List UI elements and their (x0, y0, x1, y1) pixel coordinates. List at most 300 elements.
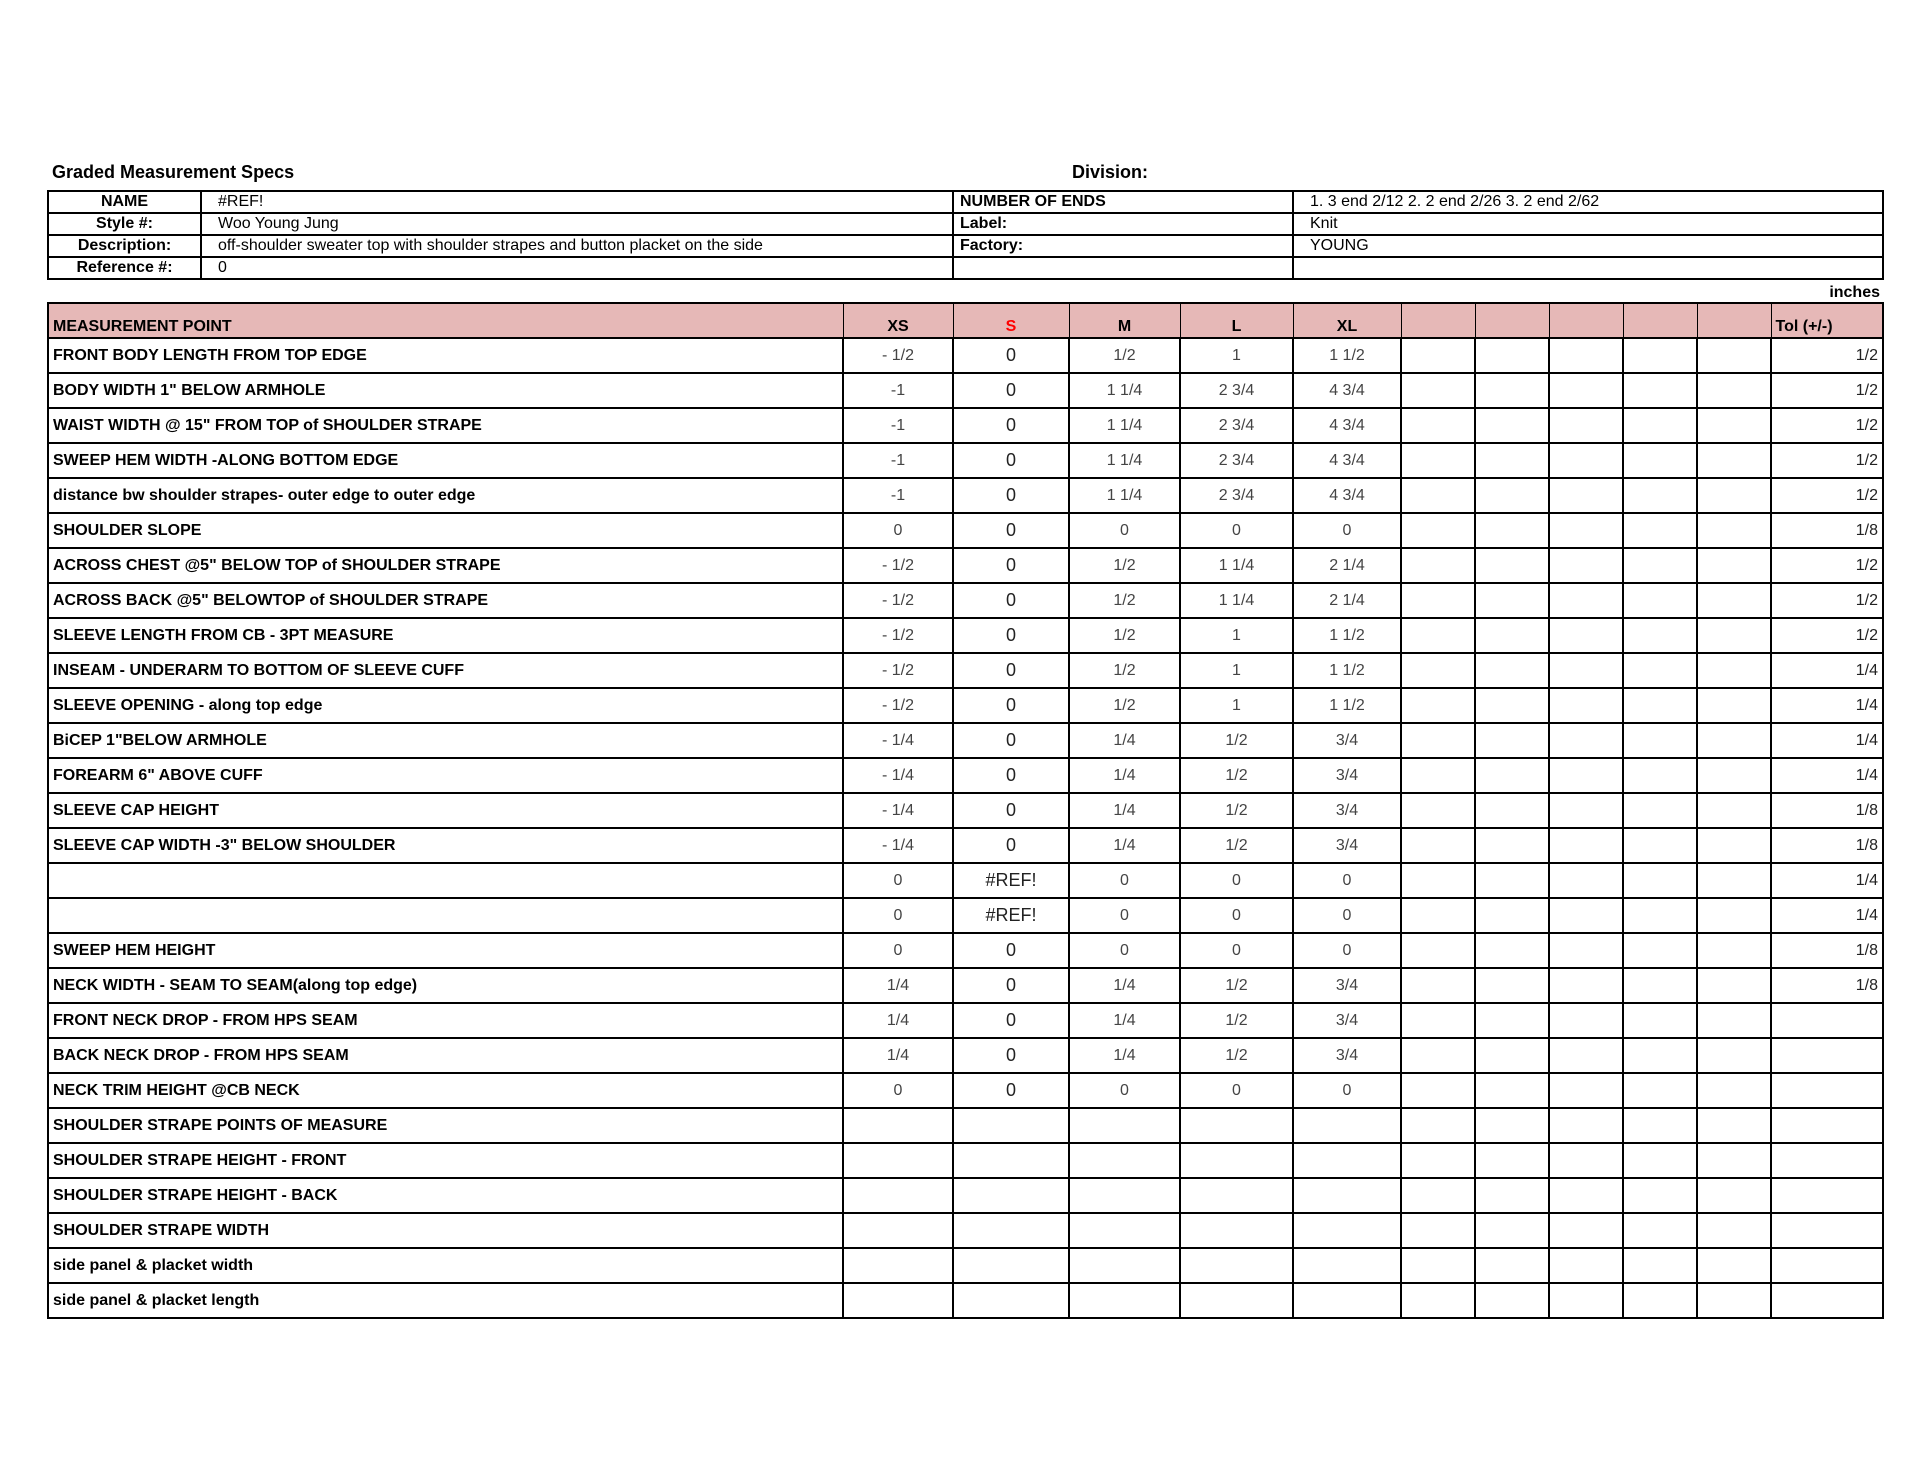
tolerance-cell: 1/2 (1771, 408, 1883, 443)
size-m-cell: 1/2 (1069, 583, 1180, 618)
measurement-point-cell (48, 863, 843, 898)
size-s-cell: 0 (953, 478, 1069, 513)
empty-cell (1549, 373, 1623, 408)
size-s-cell: 0 (953, 688, 1069, 723)
empty-cell (1623, 1003, 1697, 1038)
empty-cell (1475, 1108, 1549, 1143)
units-label: inches (1829, 284, 1880, 301)
size-m-cell: 0 (1069, 933, 1180, 968)
info-row (48, 235, 1883, 257)
empty-cell (1697, 1038, 1771, 1073)
empty-cell (1697, 933, 1771, 968)
size-xs-cell (843, 1178, 953, 1213)
size-xs-cell (843, 1283, 953, 1318)
size-m-cell (1069, 1143, 1180, 1178)
header-empty (1623, 303, 1697, 338)
measurement-point-cell: distance bw shoulder strapes- outer edge to outer edge (48, 478, 843, 513)
empty-cell (1697, 618, 1771, 653)
table-row (48, 863, 1883, 898)
tolerance-cell: 1/8 (1771, 933, 1883, 968)
measurement-point-cell: ACROSS CHEST @5" BELOW TOP of SHOULDER STRAPE (48, 548, 843, 583)
empty-cell (1401, 1073, 1475, 1108)
size-m-cell (1069, 1248, 1180, 1283)
empty-cell (1401, 1038, 1475, 1073)
empty-cell (1475, 688, 1549, 723)
tolerance-cell: 1/2 (1771, 548, 1883, 583)
size-s-cell: 0 (953, 793, 1069, 828)
empty-cell (1549, 583, 1623, 618)
empty-cell (1623, 443, 1697, 478)
empty-cell (1475, 758, 1549, 793)
table-row (48, 548, 1883, 583)
measurement-point-cell: SHOULDER STRAPE HEIGHT - BACK (48, 1178, 843, 1213)
table-row (48, 968, 1883, 1003)
tolerance-cell: 1/4 (1771, 688, 1883, 723)
empty-cell (1475, 513, 1549, 548)
info-row (48, 191, 1883, 213)
size-l-cell: 1 (1180, 618, 1293, 653)
size-m-cell: 1 1/4 (1069, 443, 1180, 478)
empty-cell (1623, 1038, 1697, 1073)
measurement-point-cell: SLEEVE CAP HEIGHT (48, 793, 843, 828)
measurement-point-cell: side panel & placket length (48, 1283, 843, 1318)
empty-cell (1549, 1073, 1623, 1108)
empty-cell (1549, 968, 1623, 1003)
size-s-cell: 0 (953, 618, 1069, 653)
empty-cell (1697, 338, 1771, 373)
tolerance-cell: 1/4 (1771, 653, 1883, 688)
empty-cell (1475, 723, 1549, 758)
table-row (48, 1143, 1883, 1178)
size-s-cell: 0 (953, 513, 1069, 548)
empty-cell (1475, 1283, 1549, 1318)
empty-cell (1475, 1178, 1549, 1213)
measurement-point-cell: SLEEVE CAP WIDTH -3" BELOW SHOULDER (48, 828, 843, 863)
size-m-cell: 1/2 (1069, 618, 1180, 653)
header-empty (1475, 303, 1549, 338)
tolerance-cell: 1/8 (1771, 828, 1883, 863)
size-xl-cell: 4 3/4 (1293, 443, 1401, 478)
size-m-cell: 1/4 (1069, 723, 1180, 758)
size-s-cell: 0 (953, 758, 1069, 793)
size-xs-cell: 0 (843, 513, 953, 548)
size-xs-cell (843, 1213, 953, 1248)
size-m-cell: 1 1/4 (1069, 478, 1180, 513)
spec-table (47, 302, 1884, 1319)
empty-cell (1623, 1248, 1697, 1283)
size-s-cell: 0 (953, 408, 1069, 443)
empty-cell (1697, 793, 1771, 828)
empty-cell (1623, 863, 1697, 898)
size-m-cell: 1/2 (1069, 548, 1180, 583)
info-value: #REF! (201, 191, 953, 213)
size-m-cell: 1/4 (1069, 828, 1180, 863)
size-m-cell (1069, 1178, 1180, 1213)
empty-cell (1549, 1213, 1623, 1248)
empty-cell (1401, 373, 1475, 408)
empty-cell (1401, 828, 1475, 863)
empty-cell (1475, 1213, 1549, 1248)
table-row (48, 688, 1883, 723)
empty-cell (1475, 933, 1549, 968)
empty-cell (1401, 933, 1475, 968)
empty-cell (1401, 758, 1475, 793)
empty-cell (1549, 1143, 1623, 1178)
header-measurement-point: MEASUREMENT POINT (48, 303, 843, 338)
empty-cell (1475, 1003, 1549, 1038)
empty-cell (1475, 373, 1549, 408)
info-label: NAME (48, 191, 201, 213)
table-row (48, 1003, 1883, 1038)
empty-cell (1549, 478, 1623, 513)
empty-cell (1549, 513, 1623, 548)
empty-cell (1549, 1108, 1623, 1143)
size-l-cell (1180, 1178, 1293, 1213)
size-l-cell: 1/2 (1180, 793, 1293, 828)
empty-cell (1697, 408, 1771, 443)
table-row (48, 1283, 1883, 1318)
empty-cell (1549, 933, 1623, 968)
measurement-point-cell: BiCEP 1"BELOW ARMHOLE (48, 723, 843, 758)
info-value-right: 1. 3 end 2/12 2. 2 end 2/26 3. 2 end 2/62 (1293, 191, 1883, 213)
size-l-cell: 0 (1180, 898, 1293, 933)
empty-cell (1401, 793, 1475, 828)
size-m-cell: 1 1/4 (1069, 408, 1180, 443)
size-xl-cell: 0 (1293, 933, 1401, 968)
empty-cell (1401, 1283, 1475, 1318)
header-size-m: M (1069, 303, 1180, 338)
table-row (48, 443, 1883, 478)
empty-cell (1401, 898, 1475, 933)
empty-cell (1697, 1143, 1771, 1178)
size-xs-cell: - 1/2 (843, 618, 953, 653)
size-l-cell: 1/2 (1180, 1003, 1293, 1038)
table-row (48, 653, 1883, 688)
size-l-cell: 1 1/4 (1180, 548, 1293, 583)
document-title: Graded Measurement Specs (52, 162, 295, 182)
tolerance-cell (1771, 1108, 1883, 1143)
empty-cell (1623, 373, 1697, 408)
info-row (48, 213, 1883, 235)
tolerance-cell (1771, 1283, 1883, 1318)
size-m-cell: 0 (1069, 1073, 1180, 1108)
info-label-right: Label: (953, 213, 1293, 235)
empty-cell (1549, 723, 1623, 758)
size-s-cell: 0 (953, 933, 1069, 968)
tolerance-cell: 1/2 (1771, 373, 1883, 408)
info-value: off-shoulder sweater top with shoulder strapes and button placket on the side (201, 235, 953, 257)
empty-cell (1697, 443, 1771, 478)
size-m-cell (1069, 1283, 1180, 1318)
size-xs-cell: - 1/2 (843, 338, 953, 373)
empty-cell (1623, 338, 1697, 373)
size-m-cell: 0 (1069, 513, 1180, 548)
empty-cell (1697, 758, 1771, 793)
size-l-cell: 1 (1180, 338, 1293, 373)
size-l-cell: 0 (1180, 863, 1293, 898)
measurement-point-cell (48, 898, 843, 933)
empty-cell (1697, 1108, 1771, 1143)
empty-cell (1623, 653, 1697, 688)
empty-cell (1697, 898, 1771, 933)
empty-cell (1623, 618, 1697, 653)
empty-cell (1549, 828, 1623, 863)
size-l-cell: 1/2 (1180, 828, 1293, 863)
table-row (48, 793, 1883, 828)
size-xl-cell: 3/4 (1293, 758, 1401, 793)
empty-cell (1549, 1248, 1623, 1283)
empty-cell (1623, 478, 1697, 513)
size-xs-cell: -1 (843, 408, 953, 443)
size-l-cell: 1/2 (1180, 723, 1293, 758)
size-l-cell (1180, 1283, 1293, 1318)
size-s-cell: #REF! (953, 898, 1069, 933)
measurement-point-cell: INSEAM - UNDERARM TO BOTTOM OF SLEEVE CUFF (48, 653, 843, 688)
size-xs-cell: - 1/4 (843, 828, 953, 863)
size-xs-cell: 0 (843, 1073, 953, 1108)
size-m-cell: 1/2 (1069, 688, 1180, 723)
size-xl-cell: 1 1/2 (1293, 338, 1401, 373)
tolerance-cell: 1/2 (1771, 618, 1883, 653)
empty-cell (1549, 793, 1623, 828)
empty-cell (1401, 583, 1475, 618)
empty-cell (1549, 688, 1623, 723)
empty-cell (1549, 898, 1623, 933)
tolerance-cell: 1/2 (1771, 583, 1883, 618)
size-s-cell: 0 (953, 723, 1069, 758)
empty-cell (1549, 548, 1623, 583)
empty-cell (1401, 513, 1475, 548)
tolerance-cell (1771, 1073, 1883, 1108)
size-xl-cell: 2 1/4 (1293, 583, 1401, 618)
tolerance-cell: 1/8 (1771, 968, 1883, 1003)
empty-cell (1475, 338, 1549, 373)
size-xl-cell: 0 (1293, 863, 1401, 898)
size-l-cell: 1 1/4 (1180, 583, 1293, 618)
empty-cell (1623, 1178, 1697, 1213)
size-m-cell: 1/4 (1069, 758, 1180, 793)
empty-cell (1475, 793, 1549, 828)
table-row (48, 1248, 1883, 1283)
size-xs-cell: - 1/2 (843, 583, 953, 618)
table-row (48, 1178, 1883, 1213)
size-l-cell: 1/2 (1180, 1038, 1293, 1073)
empty-cell (1475, 443, 1549, 478)
size-xs-cell (843, 1248, 953, 1283)
size-s-cell: 0 (953, 1073, 1069, 1108)
info-value-right (1293, 257, 1883, 279)
empty-cell (1475, 1073, 1549, 1108)
tolerance-cell (1771, 1003, 1883, 1038)
empty-cell (1697, 1213, 1771, 1248)
size-xs-cell: - 1/4 (843, 758, 953, 793)
size-l-cell: 0 (1180, 513, 1293, 548)
empty-cell (1623, 898, 1697, 933)
empty-cell (1401, 478, 1475, 513)
tolerance-cell (1771, 1178, 1883, 1213)
empty-cell (1697, 688, 1771, 723)
table-row (48, 338, 1883, 373)
empty-cell (1401, 1248, 1475, 1283)
empty-cell (1623, 758, 1697, 793)
empty-cell (1401, 338, 1475, 373)
size-m-cell: 1 1/4 (1069, 373, 1180, 408)
measurement-point-cell: BACK NECK DROP - FROM HPS SEAM (48, 1038, 843, 1073)
size-s-cell (953, 1283, 1069, 1318)
size-s-cell: 0 (953, 338, 1069, 373)
empty-cell (1623, 1073, 1697, 1108)
empty-cell (1623, 583, 1697, 618)
info-table (47, 190, 1884, 280)
size-m-cell: 0 (1069, 898, 1180, 933)
empty-cell (1623, 1108, 1697, 1143)
measurement-point-cell: side panel & placket width (48, 1248, 843, 1283)
empty-cell (1401, 688, 1475, 723)
empty-cell (1623, 1283, 1697, 1318)
header-tolerance: Tol (+/-) (1771, 303, 1883, 338)
size-s-cell (953, 1213, 1069, 1248)
tolerance-cell: 1/2 (1771, 338, 1883, 373)
size-s-cell: 0 (953, 548, 1069, 583)
info-row (48, 257, 1883, 279)
size-s-cell (953, 1178, 1069, 1213)
empty-cell (1549, 443, 1623, 478)
table-row (48, 933, 1883, 968)
size-s-cell: #REF! (953, 863, 1069, 898)
size-xl-cell: 0 (1293, 898, 1401, 933)
size-xs-cell: - 1/2 (843, 548, 953, 583)
size-s-cell (953, 1108, 1069, 1143)
info-label: Style #: (48, 213, 201, 235)
measurement-point-cell: SWEEP HEM HEIGHT (48, 933, 843, 968)
empty-cell (1475, 408, 1549, 443)
division-label: Division: (1072, 162, 1149, 182)
size-xs-cell: - 1/2 (843, 653, 953, 688)
size-l-cell: 0 (1180, 1073, 1293, 1108)
empty-cell (1697, 723, 1771, 758)
size-xs-cell: - 1/4 (843, 723, 953, 758)
measurement-point-cell: FRONT NECK DROP - FROM HPS SEAM (48, 1003, 843, 1038)
measurement-point-cell: NECK WIDTH - SEAM TO SEAM(along top edge) (48, 968, 843, 1003)
empty-cell (1697, 1003, 1771, 1038)
empty-cell (1623, 513, 1697, 548)
empty-cell (1697, 1248, 1771, 1283)
empty-cell (1549, 863, 1623, 898)
tolerance-cell: 1/8 (1771, 793, 1883, 828)
empty-cell (1549, 1038, 1623, 1073)
size-xs-cell: 0 (843, 898, 953, 933)
size-m-cell: 1/2 (1069, 653, 1180, 688)
header-empty (1401, 303, 1475, 338)
table-row (48, 408, 1883, 443)
size-xl-cell (1293, 1108, 1401, 1143)
measurement-point-cell: SHOULDER STRAPE HEIGHT - FRONT (48, 1143, 843, 1178)
size-xs-cell: 1/4 (843, 1003, 953, 1038)
empty-cell (1697, 1283, 1771, 1318)
measurement-point-cell: SHOULDER SLOPE (48, 513, 843, 548)
size-xl-cell: 4 3/4 (1293, 373, 1401, 408)
size-s-cell: 0 (953, 653, 1069, 688)
info-value-right: YOUNG (1293, 235, 1883, 257)
size-s-cell: 0 (953, 373, 1069, 408)
table-row (48, 618, 1883, 653)
size-l-cell (1180, 1108, 1293, 1143)
title-row (50, 160, 1880, 186)
size-l-cell: 2 3/4 (1180, 408, 1293, 443)
size-xl-cell: 1 1/2 (1293, 618, 1401, 653)
empty-cell (1475, 1143, 1549, 1178)
size-xl-cell (1293, 1143, 1401, 1178)
empty-cell (1697, 513, 1771, 548)
size-xl-cell: 3/4 (1293, 828, 1401, 863)
tolerance-cell: 1/2 (1771, 443, 1883, 478)
size-xs-cell: - 1/4 (843, 793, 953, 828)
size-l-cell (1180, 1248, 1293, 1283)
size-l-cell (1180, 1143, 1293, 1178)
size-m-cell: 1/4 (1069, 793, 1180, 828)
size-s-cell: 0 (953, 1038, 1069, 1073)
size-xl-cell: 0 (1293, 1073, 1401, 1108)
empty-cell (1401, 653, 1475, 688)
tolerance-cell (1771, 1038, 1883, 1073)
empty-cell (1697, 583, 1771, 618)
measurement-point-cell: ACROSS BACK @5" BELOWTOP of SHOULDER STRAPE (48, 583, 843, 618)
empty-cell (1475, 1038, 1549, 1073)
size-s-cell: 0 (953, 443, 1069, 478)
info-value-right: Knit (1293, 213, 1883, 235)
empty-cell (1697, 1073, 1771, 1108)
header-size-xl: XL (1293, 303, 1401, 338)
table-row (48, 723, 1883, 758)
empty-cell (1549, 1003, 1623, 1038)
empty-cell (1401, 723, 1475, 758)
empty-cell (1623, 723, 1697, 758)
empty-cell (1475, 618, 1549, 653)
size-l-cell: 1 (1180, 653, 1293, 688)
header-empty (1697, 303, 1771, 338)
info-label-right: NUMBER OF ENDS (953, 191, 1293, 213)
empty-cell (1475, 653, 1549, 688)
tolerance-cell (1771, 1248, 1883, 1283)
empty-cell (1401, 863, 1475, 898)
size-m-cell: 1/4 (1069, 1038, 1180, 1073)
empty-cell (1475, 478, 1549, 513)
size-xl-cell: 3/4 (1293, 968, 1401, 1003)
empty-cell (1623, 933, 1697, 968)
measurement-point-cell: NECK TRIM HEIGHT @CB NECK (48, 1073, 843, 1108)
info-value: Woo Young Jung (201, 213, 953, 235)
size-l-cell: 2 3/4 (1180, 443, 1293, 478)
measurement-point-cell: BODY WIDTH 1" BELOW ARMHOLE (48, 373, 843, 408)
table-row (48, 478, 1883, 513)
info-label: Reference #: (76, 259, 173, 276)
empty-cell (1401, 1213, 1475, 1248)
empty-cell (1697, 653, 1771, 688)
measurement-point-cell: SWEEP HEM WIDTH -ALONG BOTTOM EDGE (48, 443, 843, 478)
table-row (48, 1213, 1883, 1248)
empty-cell (1623, 408, 1697, 443)
tolerance-cell: 1/4 (1771, 758, 1883, 793)
size-xl-cell: 4 3/4 (1293, 478, 1401, 513)
size-xs-cell: -1 (843, 373, 953, 408)
info-label-right: Factory: (953, 235, 1293, 257)
empty-cell (1623, 828, 1697, 863)
size-xs-cell: -1 (843, 443, 953, 478)
size-xl-cell: 3/4 (1293, 793, 1401, 828)
empty-cell (1401, 443, 1475, 478)
table-row (48, 1073, 1883, 1108)
size-m-cell: 0 (1069, 863, 1180, 898)
